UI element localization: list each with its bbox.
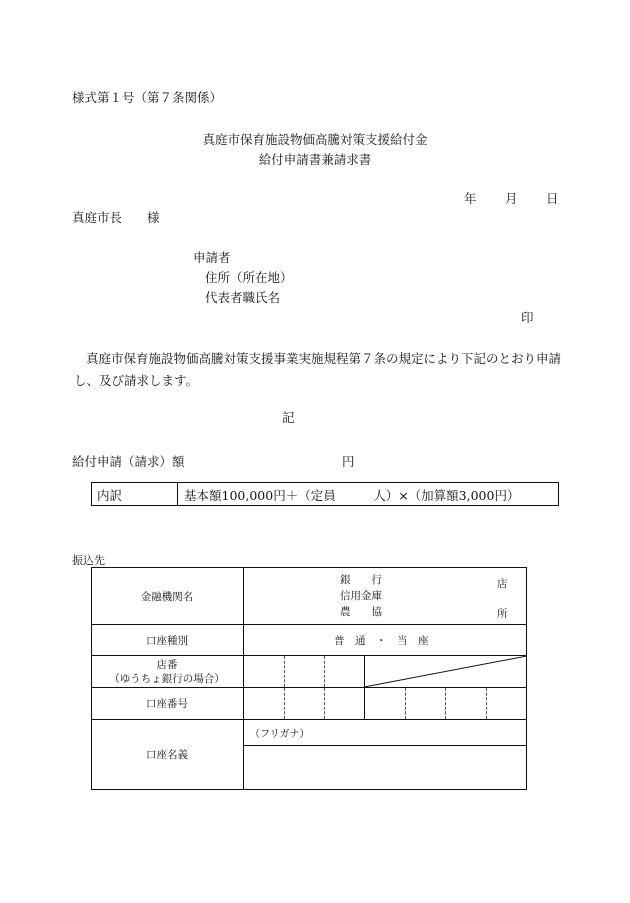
breakdown-formula: 基本額100,000円＋（定員 人）×（加算額3,000円） [184,488,520,503]
branch-type-store: 店 [497,578,508,590]
furigana-line [243,745,527,746]
digit-divider-solid [364,688,365,719]
amount-unit: 円 [342,454,355,469]
institution-label: 金融機関名 [140,591,194,603]
amount-label: 給付申請（請求）額 [72,454,185,469]
bank-table-col-divider [243,567,244,790]
digit-divider [486,688,487,719]
breakdown-divider [177,482,178,506]
body-paragraph: 真庭市保育施設物価高騰対策支援事業実施規程第７条の規定により下記のとおり申請し、及び請求します。 [74,351,562,388]
account-no-label: 口座番号 [146,698,188,710]
diagonal-strike [364,656,527,688]
digit-divider [405,688,406,719]
account-name-label: 口座名義 [146,749,188,761]
title-line1: 真庭市保育施設物価高騰対策支援給付金 [202,132,428,147]
branch-no-sublabel: （ゆうちょ銀行の場合） [109,673,225,685]
digit-divider [324,656,325,687]
date-day: 日 [546,191,559,206]
address-label: 住所（所在地） [205,270,293,285]
transfer-label: 振込先 [72,554,105,567]
form-number: 様式第１号（第７条関係） [72,90,223,105]
account-type-label: 口座種別 [146,635,188,647]
account-type-options: 普 通 ・ 当 座 [334,635,429,647]
bank-type-bank: 銀 行 [340,574,382,586]
date-month: 月 [505,191,518,206]
row-line [91,719,527,720]
digit-divider [284,656,285,687]
digit-divider [324,688,325,719]
breakdown-label: 内訳 [97,488,123,503]
seal-mark: 印 [521,310,534,325]
applicant-label: 申請者 [193,250,231,265]
furigana-label: （フリガナ） [250,729,310,740]
branch-type-office: 所 [497,608,508,620]
bank-type-credit-union: 信用金庫 [340,590,382,602]
bank-type-agri-coop: 農 協 [340,606,382,618]
title-line2: 給付申請書兼請求書 [258,152,372,167]
ki-heading: 記 [282,410,295,425]
representative-label: 代表者職氏名 [205,290,281,305]
branch-no-label: 店番 [156,659,178,671]
digit-divider [284,688,285,719]
date-year: 年 [464,191,477,206]
row-line [91,624,527,625]
addressee: 真庭市長 様 [72,210,160,225]
digit-divider [445,688,446,719]
